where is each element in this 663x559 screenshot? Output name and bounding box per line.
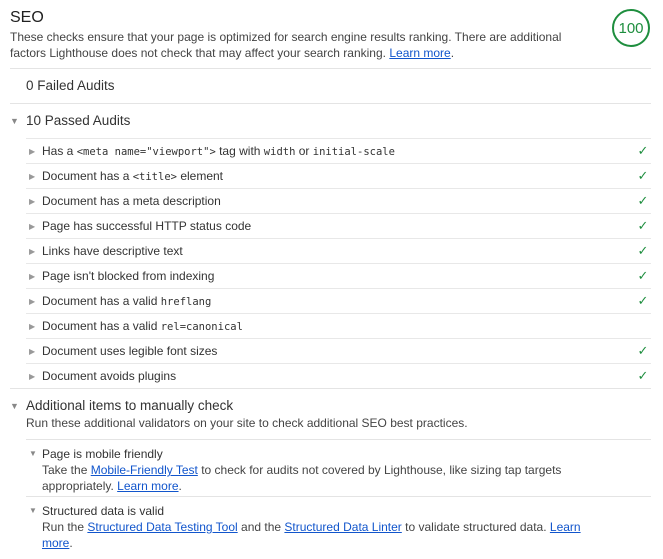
triangle-right-icon: ▶	[29, 196, 36, 206]
check-icon: ✓	[637, 218, 649, 233]
check-icon: ✓	[637, 368, 649, 383]
audit-title: Document has a valid rel=canonical	[42, 319, 243, 333]
category-description: These checks ensure that your page is optimized for search engine results ranking. There are additional factors Lighthouse does not check that may affect your search ranking. Learn more.	[10, 30, 562, 60]
audit-title: Document has a meta description	[42, 194, 221, 208]
check-icon: ✓	[637, 243, 649, 258]
failed-audits-label: 0 Failed Audits	[26, 78, 115, 93]
manual-group[interactable]	[10, 398, 233, 413]
triangle-right-icon: ▶	[29, 321, 36, 331]
audit-title: Document has a valid hreflang	[42, 294, 212, 308]
audit-row[interactable]	[26, 263, 651, 288]
audit-row[interactable]	[26, 238, 651, 263]
triangle-right-icon: ▶	[29, 246, 36, 256]
triangle-right-icon: ▶	[29, 271, 36, 281]
check-icon: ✓	[637, 143, 649, 158]
learn-more-link[interactable]: Learn more	[389, 46, 451, 60]
audit-row[interactable]	[26, 338, 651, 363]
structured-data-linter-link[interactable]: Structured Data Linter	[284, 520, 402, 534]
audit-row[interactable]	[26, 313, 651, 338]
passed-audits-label: 10 Passed Audits	[26, 113, 131, 128]
triangle-down-icon: ▼	[10, 400, 19, 411]
check-icon: ✓	[637, 193, 649, 208]
check-icon: ✓	[637, 168, 649, 183]
audit-row[interactable]	[26, 288, 651, 313]
manual-item-title[interactable]: ▼ Structured data is valid	[26, 502, 651, 519]
structured-data-testing-tool-link[interactable]: Structured Data Testing Tool	[87, 520, 238, 534]
triangle-right-icon: ▶	[29, 296, 36, 306]
audit-row[interactable]	[26, 363, 651, 388]
audit-title: Document uses legible font sizes	[42, 344, 218, 358]
manual-item-title[interactable]: ▼ Page is mobile friendly	[26, 445, 651, 462]
manual-item-body: Take the Mobile-Friendly Test to check for audits not covered by Lighthouse, like sizing tap targets appropriately. Learn more.	[42, 463, 562, 493]
manual-description: Run these additional validators on your site to check additional SEO best practices.	[26, 416, 468, 430]
audit-row[interactable]	[26, 138, 651, 163]
audit-title: Has a <meta name="viewport"> tag with width or initial-scale	[42, 144, 395, 158]
learn-more-link[interactable]: Learn more	[117, 479, 179, 493]
audit-title: Page isn't blocked from indexing	[42, 269, 215, 283]
manual-group-label: Additional items to manually check	[26, 398, 234, 413]
audit-row[interactable]	[26, 163, 651, 188]
learn-more-link[interactable]: Learn more	[42, 520, 581, 550]
manual-item-mobile-friendly	[26, 439, 651, 494]
check-icon: ✓	[637, 293, 649, 308]
triangle-right-icon: ▶	[29, 171, 36, 181]
divider	[10, 68, 651, 69]
manual-item-structured-data	[26, 496, 651, 551]
triangle-down-icon: ▼	[10, 115, 19, 126]
audit-title: Links have descriptive text	[42, 244, 183, 258]
failed-audits-group[interactable]	[10, 78, 115, 93]
passed-audits-group[interactable]	[10, 113, 130, 128]
audit-title: Page has successful HTTP status code	[42, 219, 252, 233]
category-header	[10, 8, 590, 61]
triangle-right-icon: ▶	[29, 221, 36, 231]
audit-title: Document has a <title> element	[42, 169, 224, 183]
triangle-right-icon: ▶	[29, 146, 36, 156]
score-gauge: 100	[612, 9, 650, 47]
manual-item-body: Run the Structured Data Testing Tool and the Structured Data Linter to validate structured data. Learn more.	[42, 520, 581, 550]
divider	[10, 388, 651, 389]
audit-title: Document avoids plugins	[42, 369, 177, 383]
divider	[10, 103, 651, 104]
check-icon: ✓	[637, 343, 649, 358]
triangle-down-icon: ▼	[29, 506, 37, 515]
mobile-friendly-test-link[interactable]: Mobile-Friendly Test	[90, 463, 198, 477]
audit-row[interactable]	[26, 188, 651, 213]
triangle-right-icon: ▶	[29, 371, 36, 381]
triangle-right-icon: ▶	[29, 346, 36, 356]
category-title: SEO	[10, 9, 44, 26]
audit-row[interactable]	[26, 213, 651, 238]
triangle-down-icon: ▼	[29, 449, 37, 458]
check-icon: ✓	[637, 268, 649, 283]
